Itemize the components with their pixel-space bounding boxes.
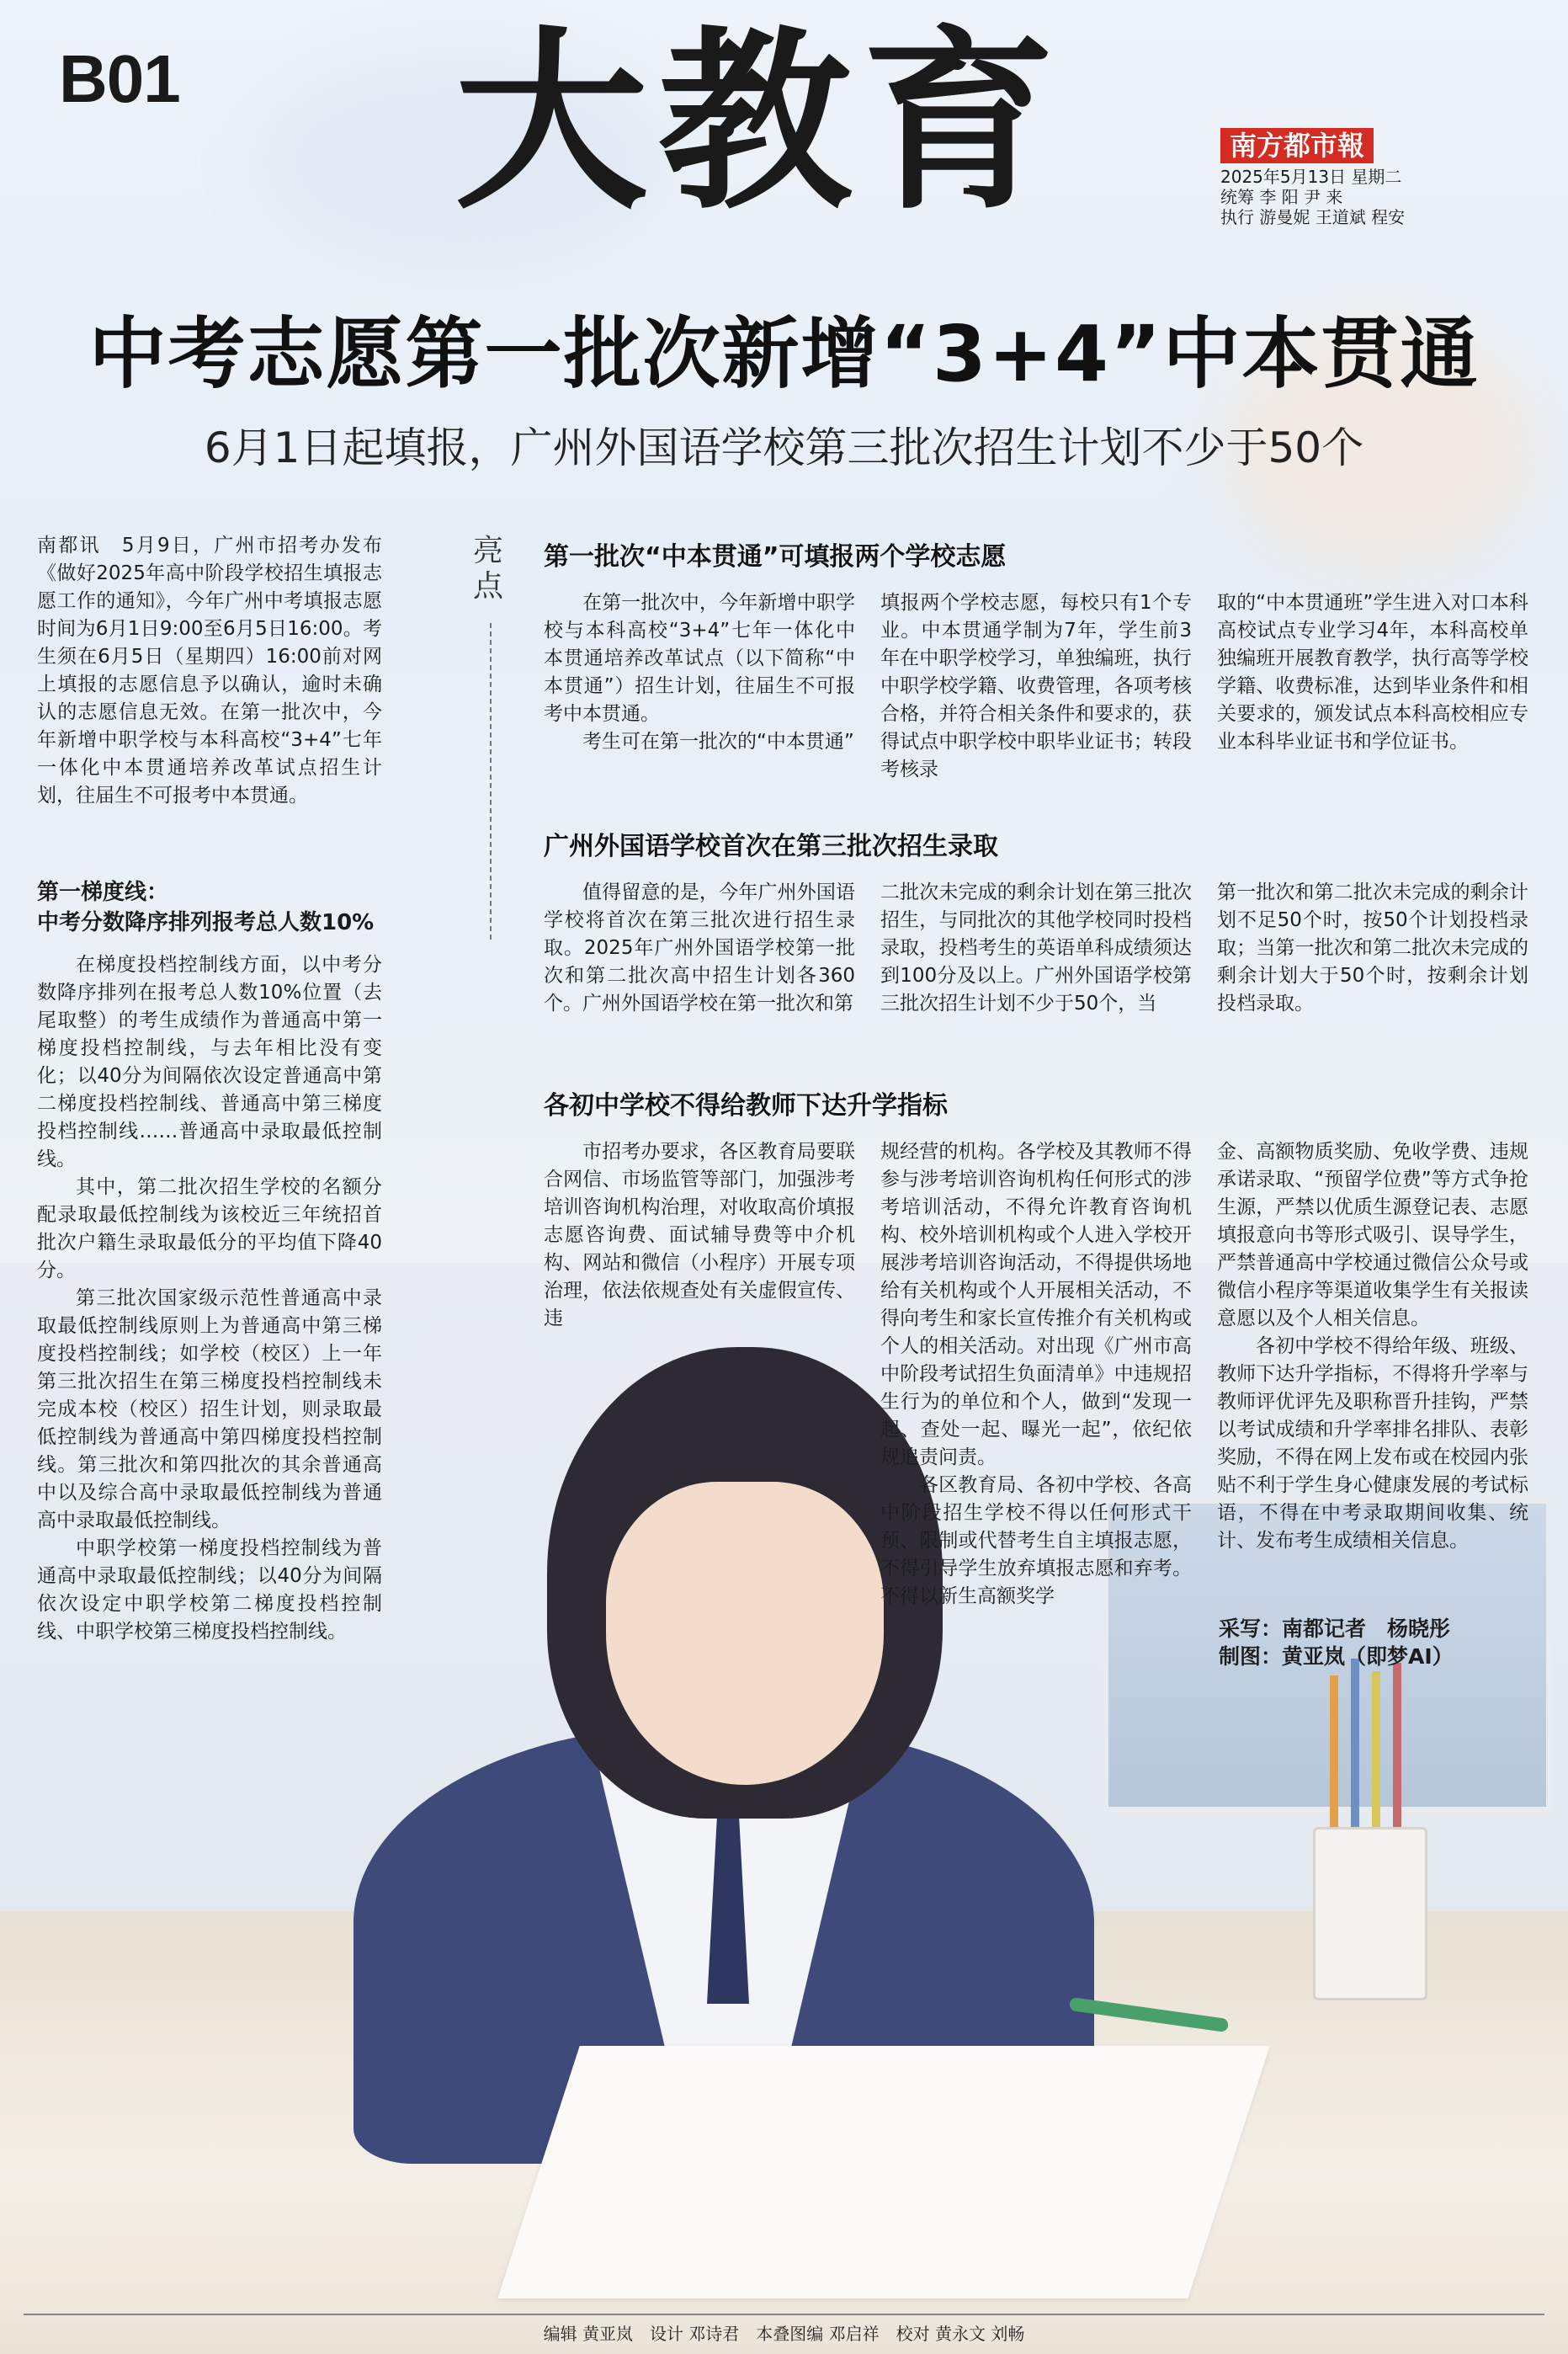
edition-editor: 统筹 李 阳 尹 来 <box>1220 187 1343 207</box>
byline-reporter: 采写：南都记者 杨晓彤 <box>1219 1616 1451 1641</box>
section3-col3 <box>1217 1138 1528 1555</box>
body-paragraph: 值得留意的是，今年广州外国语学校将首次在第三批次进行招生录取。2025年广州外国语学校第一批次和第二批次高中招生计划各360个。广州外国语学校在第一批次和第 <box>544 881 855 1015</box>
section-title: 第一批次“中本贯通”可填报两个学校志愿 <box>544 542 1007 572</box>
body-paragraph: 第一批次和第二批次未完成的剩余计划不足50个时，按50个计划投档录取；当第一批次和第二批次未完成的剩余计划大于50个时，按剩余计划投档录取。 <box>1217 881 1528 1015</box>
body-paragraph: 填报两个学校志愿，每校只有1个专业。中本贯通学制为7年，学生前3年在中职学校学习，单独编班，执行中职学校学籍、收费管理，各项考核合格，并符合相关条件和要求的，获得试点中职学校中职毕业证书；转段考核录 <box>880 592 1192 780</box>
edition-date: 2025年5月13日 星期二 <box>1220 167 1402 187</box>
lede-paragraph: 南都讯 5月9日，广州市招考办发布《做好2025年高中阶段学校招生填报志愿工作的通知》，今年广州中考填报志愿时间为6月1日9:00至6月5日16:00。考生须在6月5日（星期四）16:00前对网上填报的志愿信息予以确认，逾时未确认的志愿信息无效。在第一批次中，今年新增中职学校与本科高校“3+4”七年一体化中本贯通培养改革试点招生计划，往届生不可报考中本贯通。 <box>37 535 382 807</box>
section1-col3 <box>1217 589 1528 756</box>
section2-col2 <box>880 879 1192 1018</box>
section1-col2 <box>880 589 1192 784</box>
side-title-line2: 中考分数降序排列报考总人数10% <box>37 910 375 935</box>
section3-col2 <box>880 1138 1192 1611</box>
body-paragraph: 二批次未完成的剩余计划在第三批次招生，与同批次的其他学校同时投档录取，投档考生的英语单科成绩须达到100分及以上。广州外国语学校第三批次招生计划不少于50个，当 <box>880 881 1192 1015</box>
section-title: 广州外国语学校首次在第三批次招生录取 <box>544 832 998 861</box>
side-section-body <box>37 951 382 1646</box>
body-paragraph: 规经营的机构。各学校及其教师不得参与涉考培训咨询机构任何形式的涉考培训活动，不得允许教育咨询机构、校外培训机构或个人进入学校开展涉考培训咨询活动，不得提供场地给有关机构或个人开展相关活动，不得向考生和家长宣传推介有关机构或个人的相关活动。对出现《广州市高中阶段考试招生负面清单》中违规招生行为的单位和个人，做到“发现一起、查处一起、曝光一起”，依纪依规追责问责。 <box>880 1141 1192 1468</box>
section1-col1 <box>544 589 855 756</box>
byline-illustration: 制图：黄亚岚（即梦AI） <box>1219 1644 1454 1669</box>
body-paragraph: 各初中学校不得给年级、班级、教师下达升学指标，不得将升学率与教师评优评先及职称晋升挂钩，严禁以考试成绩和升学率排名排队、表彰奖励，不得在网上发布或在校园内张贴不利于学生身心健康发展的考试标语，不得在中考录取期间收集、统计、发布考生成绩相关信息。 <box>1217 1335 1528 1552</box>
subheadline: 6月1日起填报，广州外国语学校第三批次招生计划不少于50个 <box>204 423 1364 472</box>
side-paragraph: 第三批次国家级示范性普通高中录取最低控制线原则上为普通高中第三梯度投档控制线；如学校（校区）上一年第三批次招生在第三梯度投档控制线未完成本校（校区）招生计划，则录取最低控制线为普通高中第四梯度投档控制线。第三批次和第四批次的其余普通高中以及综合高中录取最低控制线为普通高中录取最低控制线。 <box>37 1287 382 1531</box>
lede-column <box>37 532 382 810</box>
side-paragraph: 在梯度投档控制线方面，以中考分数降序排列在报考总人数10%位置（去尾取整）的考生成绩作为普通高中第一梯度投档控制线，与去年相比没有变化；以40分为间隔依次设定普通高中第二梯度投档控制线、普通高中第三梯度投档控制线……普通高中录取最低控制线。 <box>37 954 382 1170</box>
body-paragraph: 在第一批次中，今年新增中职学校与本科高校“3+4”七年一体化中本贯通培养改革试点（以下简称“中本贯通”）招生计划，往届生不可报考中本贯通。 <box>544 592 855 725</box>
section-masthead: 大教育 <box>454 11 1066 236</box>
footer-credits: 编辑 黄亚岚 设计 邓诗君 本叠图编 邓启祥 校对 黄永文 刘畅 <box>543 2324 1025 2344</box>
byline <box>1219 1615 1454 1670</box>
edition-meta <box>1220 167 1405 227</box>
side-paragraph: 其中，第二批次招生学校的名额分配录取最低控制线为该校近三年统招首批次户籍生录取最低分的平均值下降40分。 <box>37 1176 382 1281</box>
body-paragraph: 市招考办要求，各区教育局要联合网信、市场监管等部门，加强涉考培训咨询机构治理，对收取高价填报志愿咨询费、面试辅导费等中介机构、网站和微信（小程序）开展专项治理，依法依规查处有关虚假宣传、违 <box>544 1141 855 1329</box>
section3-col1 <box>544 1138 855 1333</box>
body-paragraph: 考生可在第一批次的“中本贯通” <box>582 731 854 753</box>
side-section-title <box>37 877 391 938</box>
page-number: B01 <box>59 41 180 116</box>
newspaper-logo: 南方都市報 <box>1220 128 1374 163</box>
edition-executors: 执行 游曼妮 王道斌 程安 <box>1220 207 1406 227</box>
section2-col1 <box>544 879 855 1018</box>
headline: 中考志愿第一批次新增“3+4”中本贯通 <box>88 309 1480 399</box>
section-title: 各初中学校不得给教师下达升学指标 <box>544 1091 948 1121</box>
highlight-label: 亮点 <box>473 534 504 604</box>
highlight-divider <box>490 623 492 943</box>
body-paragraph: 取的“中本贯通班”学生进入对口本科高校试点专业学习4年，本科高校单独编班开展教育教学，执行高等学校学籍、收费标准，达到毕业条件和相关要求的，颁发试点本科高校相应专业本科毕业证书和学位证书。 <box>1217 592 1528 753</box>
side-paragraph: 中职学校第一梯度投档控制线为普通高中录取最低控制线；以40分为间隔依次设定中职学校第二梯度投档控制线、中职学校第三梯度投档控制线。 <box>37 1537 382 1643</box>
body-paragraph: 金、高额物质奖励、免收学费、违规承诺录取、“预留学位费”等方式争抢生源，严禁以优质生源登记表、志愿填报意向书等形式吸引、误导学生，严禁普通高中学校通过微信公众号或微信小程序等渠道收集学生有关报读意愿以及个人相关信息。 <box>1217 1141 1528 1329</box>
footer-rule <box>24 2314 1544 2315</box>
section2-col3 <box>1217 879 1528 1018</box>
body-paragraph: 各区教育局、各初中学校、各高中阶段招生学校不得以任何形式干预、限制或代替考生自主填报志愿，不得引导学生放弃填报志愿和弃考。不得以新生高额奖学 <box>880 1474 1192 1607</box>
side-title-line1: 第一梯度线： <box>37 880 169 905</box>
